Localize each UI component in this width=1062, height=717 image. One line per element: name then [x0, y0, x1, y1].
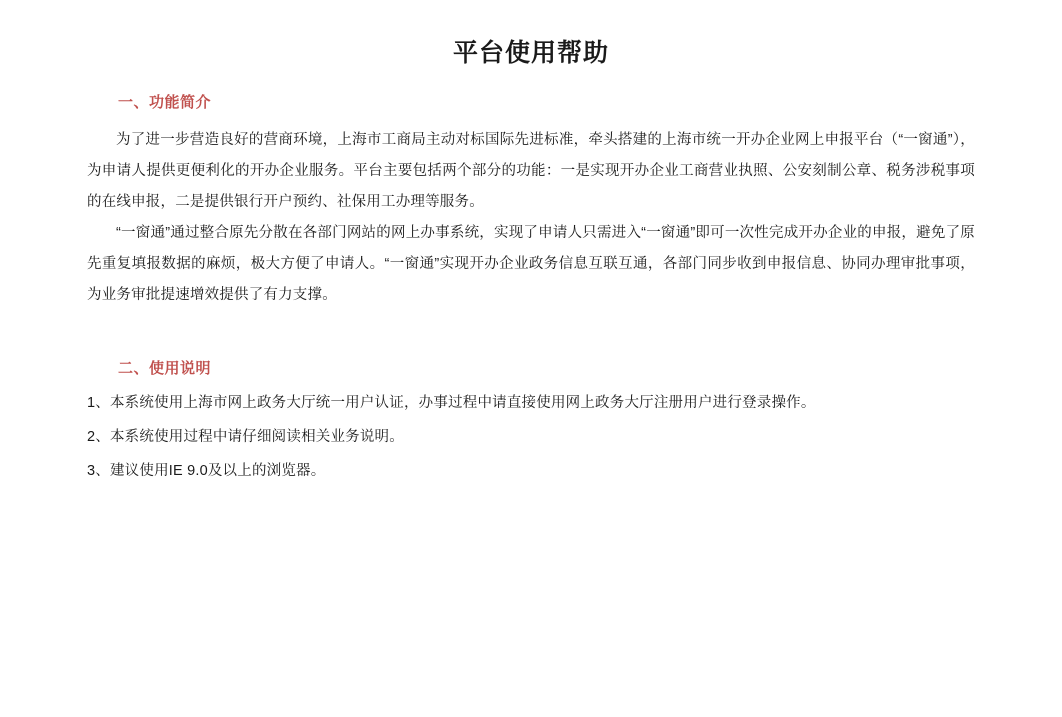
list-item: 2、本系统使用过程中请仔细阅读相关业务说明。: [87, 429, 404, 445]
page-title: 平台使用帮助: [452, 40, 609, 67]
list-item: 3、建议使用IE 9.0及以上的浏览器。: [87, 463, 326, 479]
section-body-function-intro: [87, 125, 975, 311]
section-heading-usage-instructions: 二、使用说明: [118, 360, 212, 377]
section-body-usage-instructions: [87, 388, 975, 487]
document-page: [0, 33, 1062, 717]
paragraph: 为了进一步营造良好的营商环境，上海市工商局主动对标国际先进标准，牵头搭建的上海市统一开办企业网上申报平台（“一窗通”），为申请人提供更便利化的开办企业服务。平台主要包括两个部分的功能：一是实现开办企业工商营业执照、公安刻制公章、税务涉税事项的在线申报，二是提供银行开户预约、社保用工办理等服务。: [87, 132, 975, 210]
section-heading-function-intro: 一、功能简介: [118, 94, 212, 111]
list-item: 1、本系统使用上海市网上政务大厅统一用户认证，办事过程中请直接使用网上政务大厅注册用户进行登录操作。: [87, 395, 816, 411]
paragraph: “一窗通”通过整合原先分散在各部门网站的网上办事系统，实现了申请人只需进入“一窗通”即可一次性完成开办企业的申报，避免了原先重复填报数据的麻烦，极大方便了申请人。“一窗通”实现开办企业政务信息互联互通，各部门同步收到申报信息、协同办理审批事项，为业务审批提速增效提供了有力支撑。: [87, 225, 975, 303]
